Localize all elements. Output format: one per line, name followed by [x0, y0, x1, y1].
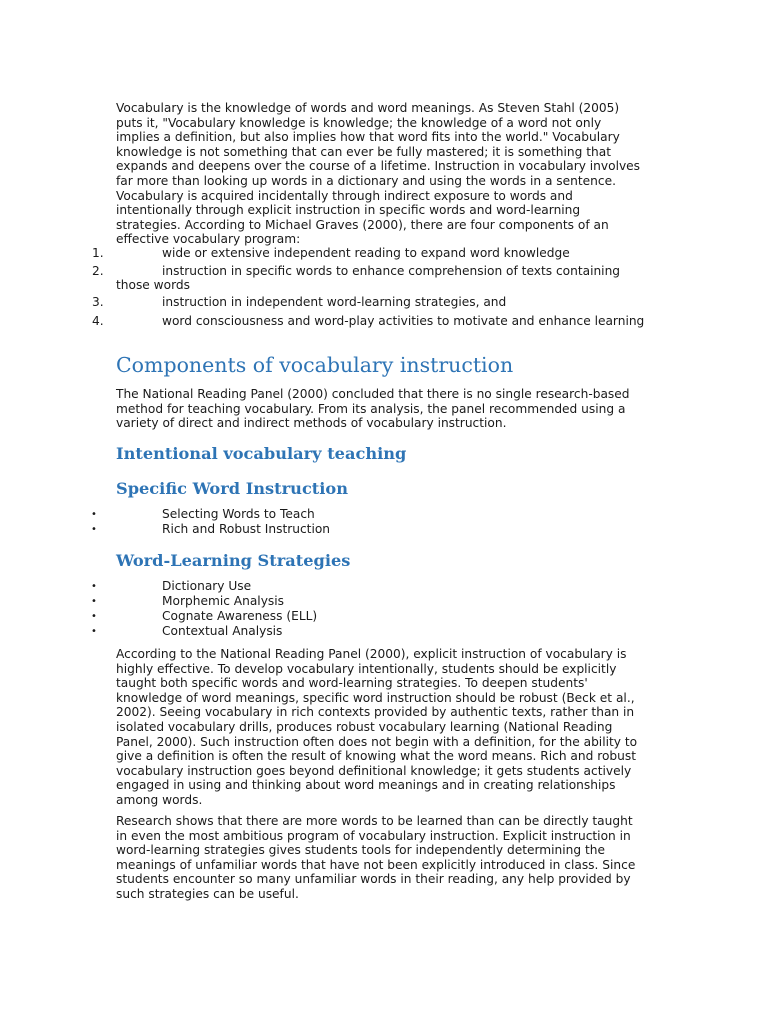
heading-strategies: Word-Learning Strategies: [116, 551, 351, 570]
research-paragraph: Research shows that there are more words to be learned than can be directly taught in even the most ambitious program of vocabulary instruction. Explicit instruction in word-learning strategies gives students tools for independently determining the meanings of unfamiliar words that have not been explicitly introduced in class. Since students encounter so many unfamiliar words in their reading, any help provided by such strategies can be useful.: [116, 814, 636, 901]
list-item-wrap: those words: [116, 278, 190, 292]
list-number: 3.: [92, 295, 104, 309]
heading-components: Components of vocabulary instruction: [116, 353, 514, 377]
bullet-icon: •: [91, 626, 97, 637]
heading-specific: Specific Word Instruction: [116, 479, 348, 498]
list-item: instruction in independent word-learning strategies, and: [162, 295, 507, 309]
intro-paragraph: Vocabulary is the knowledge of words and word meanings. As Steven Stahl (2005) puts it, "Vocabulary knowledge is knowledge; the knowledge of a word not only implies a definition, but also implies how that word fits into the world." Vocabulary knowledge is not something that can ever be fully mastered; it is something that expands and deepens over the course of a lifetime. Instruction in vocabulary involves far more than looking up words in a dictionary and using the words in a sentence. Vocabulary is acquired incidentally through indirect exposure to words and intentionally through explicit instruction in specific words and word-learning strategies. According to Michael Graves (2000), there are four components of an effective vocabulary program:: [116, 101, 641, 247]
list-item: Rich and Robust Instruction: [162, 522, 331, 536]
heading-intentional: Intentional vocabulary teaching: [116, 444, 407, 463]
list-number: 4.: [92, 314, 104, 328]
list-item: wide or extensive independent reading to expand word knowledge: [162, 246, 570, 260]
list-number: 1.: [92, 246, 104, 260]
list-item: Morphemic Analysis: [162, 594, 284, 608]
list-item: word consciousness and word-play activities to motivate and enhance learning: [162, 314, 645, 328]
list-number: 2.: [92, 264, 104, 278]
bullet-icon: •: [91, 509, 97, 520]
bullet-icon: •: [91, 581, 97, 592]
bullet-icon: •: [91, 524, 97, 535]
list-item: Cognate Awareness (ELL): [162, 609, 318, 623]
list-item: instruction in specific words to enhance comprehension of texts containing: [162, 264, 621, 278]
bullet-icon: •: [91, 596, 97, 607]
bullet-icon: •: [91, 611, 97, 622]
list-item: Selecting Words to Teach: [162, 507, 315, 521]
list-item: Contextual Analysis: [162, 624, 283, 638]
explicit-instruction-paragraph: According to the National Reading Panel (2000), explicit instruction of vocabulary is highly effective. To develop vocabulary intentionally, students should be explicitly taught both specific words and word-learning strategies. To deepen students' knowledge of word meanings, specific word instruction should be robust (Beck et al., 2002). Seeing vocabulary in rich contexts provided by authentic texts, rather than in isolated vocabulary drills, produces robust vocabulary learning (National Reading Panel, 2000). Such instruction often does not begin with a definition, for the ability to give a definition is often the result of knowing what the word means. Rich and robust vocabulary instruction goes beyond definitional knowledge; it gets students actively engaged in using and thinking about word meanings and in creating relationships among words.: [116, 647, 638, 807]
nrp-paragraph: The National Reading Panel (2000) concluded that there is no single research-based method for teaching vocabulary. From its analysis, the panel recommended using a variety of direct and indirect methods of vocabulary instruction.: [116, 387, 630, 431]
list-item: Dictionary Use: [162, 579, 252, 593]
